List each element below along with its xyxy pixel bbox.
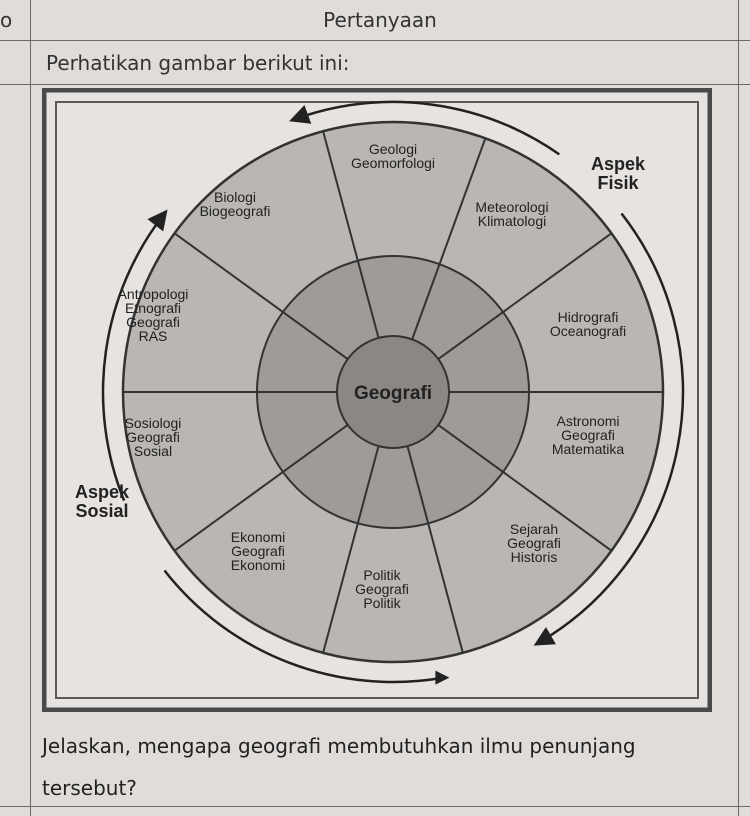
segment-label (475, 199, 548, 229)
table-border-bottom (0, 806, 750, 807)
segment-label-line: Geografi (561, 427, 615, 443)
segment-label-line: Sejarah (509, 521, 559, 537)
segment-label-line: Geomorfologi (350, 155, 436, 171)
segment-label (231, 529, 285, 573)
question-intro: Perhatikan gambar berikut ini: (46, 51, 350, 75)
column-header-question: Pertanyaan (323, 8, 437, 32)
segment-label-line: Ekonomi (230, 557, 286, 573)
segment-label-line: Geografi (126, 314, 180, 330)
aspect-physical-label-line: Fisik (597, 173, 639, 193)
segment-label-line: Geografi (231, 543, 285, 559)
segment-label (550, 309, 626, 339)
aspect-physical-label-line: Aspek (590, 154, 646, 174)
segment-label-line: Ekonomi (230, 529, 286, 545)
table-border-right (738, 0, 739, 816)
segment-label-line: Hidrografi (557, 309, 619, 325)
segment-label-line: Klimatologi (477, 213, 547, 229)
segment-label-line: Biologi (213, 189, 257, 205)
segment-label (507, 521, 561, 565)
table-border-row (0, 84, 750, 85)
segment-label-line: Etnografi (124, 300, 182, 316)
wheel-center-label: Geografi (353, 383, 433, 404)
geography-support-science-diagram (42, 88, 712, 712)
column-header-number: o (0, 8, 13, 32)
segment-label-line: Geografi (507, 535, 561, 551)
segment-label-line: Oceanografi (549, 323, 627, 339)
aspect-social-label-line: Aspek (74, 482, 130, 502)
aspect-social-label-line: Sosial (75, 501, 129, 521)
segment-label-line: Matematika (551, 441, 625, 457)
segment-label-line: Astronomi (556, 413, 620, 429)
segment-label-line: Antropologi (117, 286, 189, 302)
table-column-divider (30, 0, 31, 816)
aspect-physical-label (591, 154, 646, 193)
segment-label-line: Biogeografi (199, 203, 271, 219)
question-text-line-2: tersebut? (42, 776, 137, 800)
segment-label-line: Geografi (355, 581, 409, 597)
segment-label-line: Geografi (126, 429, 180, 445)
segment-label-line: Politik (363, 595, 401, 611)
segment-label-line: Historis (510, 549, 558, 565)
table-border-top (0, 40, 750, 41)
question-text-line-1: Jelaskan, mengapa geografi membutuhkan ilmu penunjang (42, 734, 636, 758)
segment-label-line: Geologi (368, 141, 418, 157)
segment-label-line: Sosiologi (124, 415, 182, 431)
segment-label (552, 413, 625, 457)
segment-label-line: Meteorologi (475, 199, 549, 215)
aspect-social-label (75, 482, 130, 521)
segment-label-line: RAS (138, 328, 168, 344)
segment-label-line: Politik (363, 567, 401, 583)
segment-label-line: Sosial (133, 443, 173, 459)
